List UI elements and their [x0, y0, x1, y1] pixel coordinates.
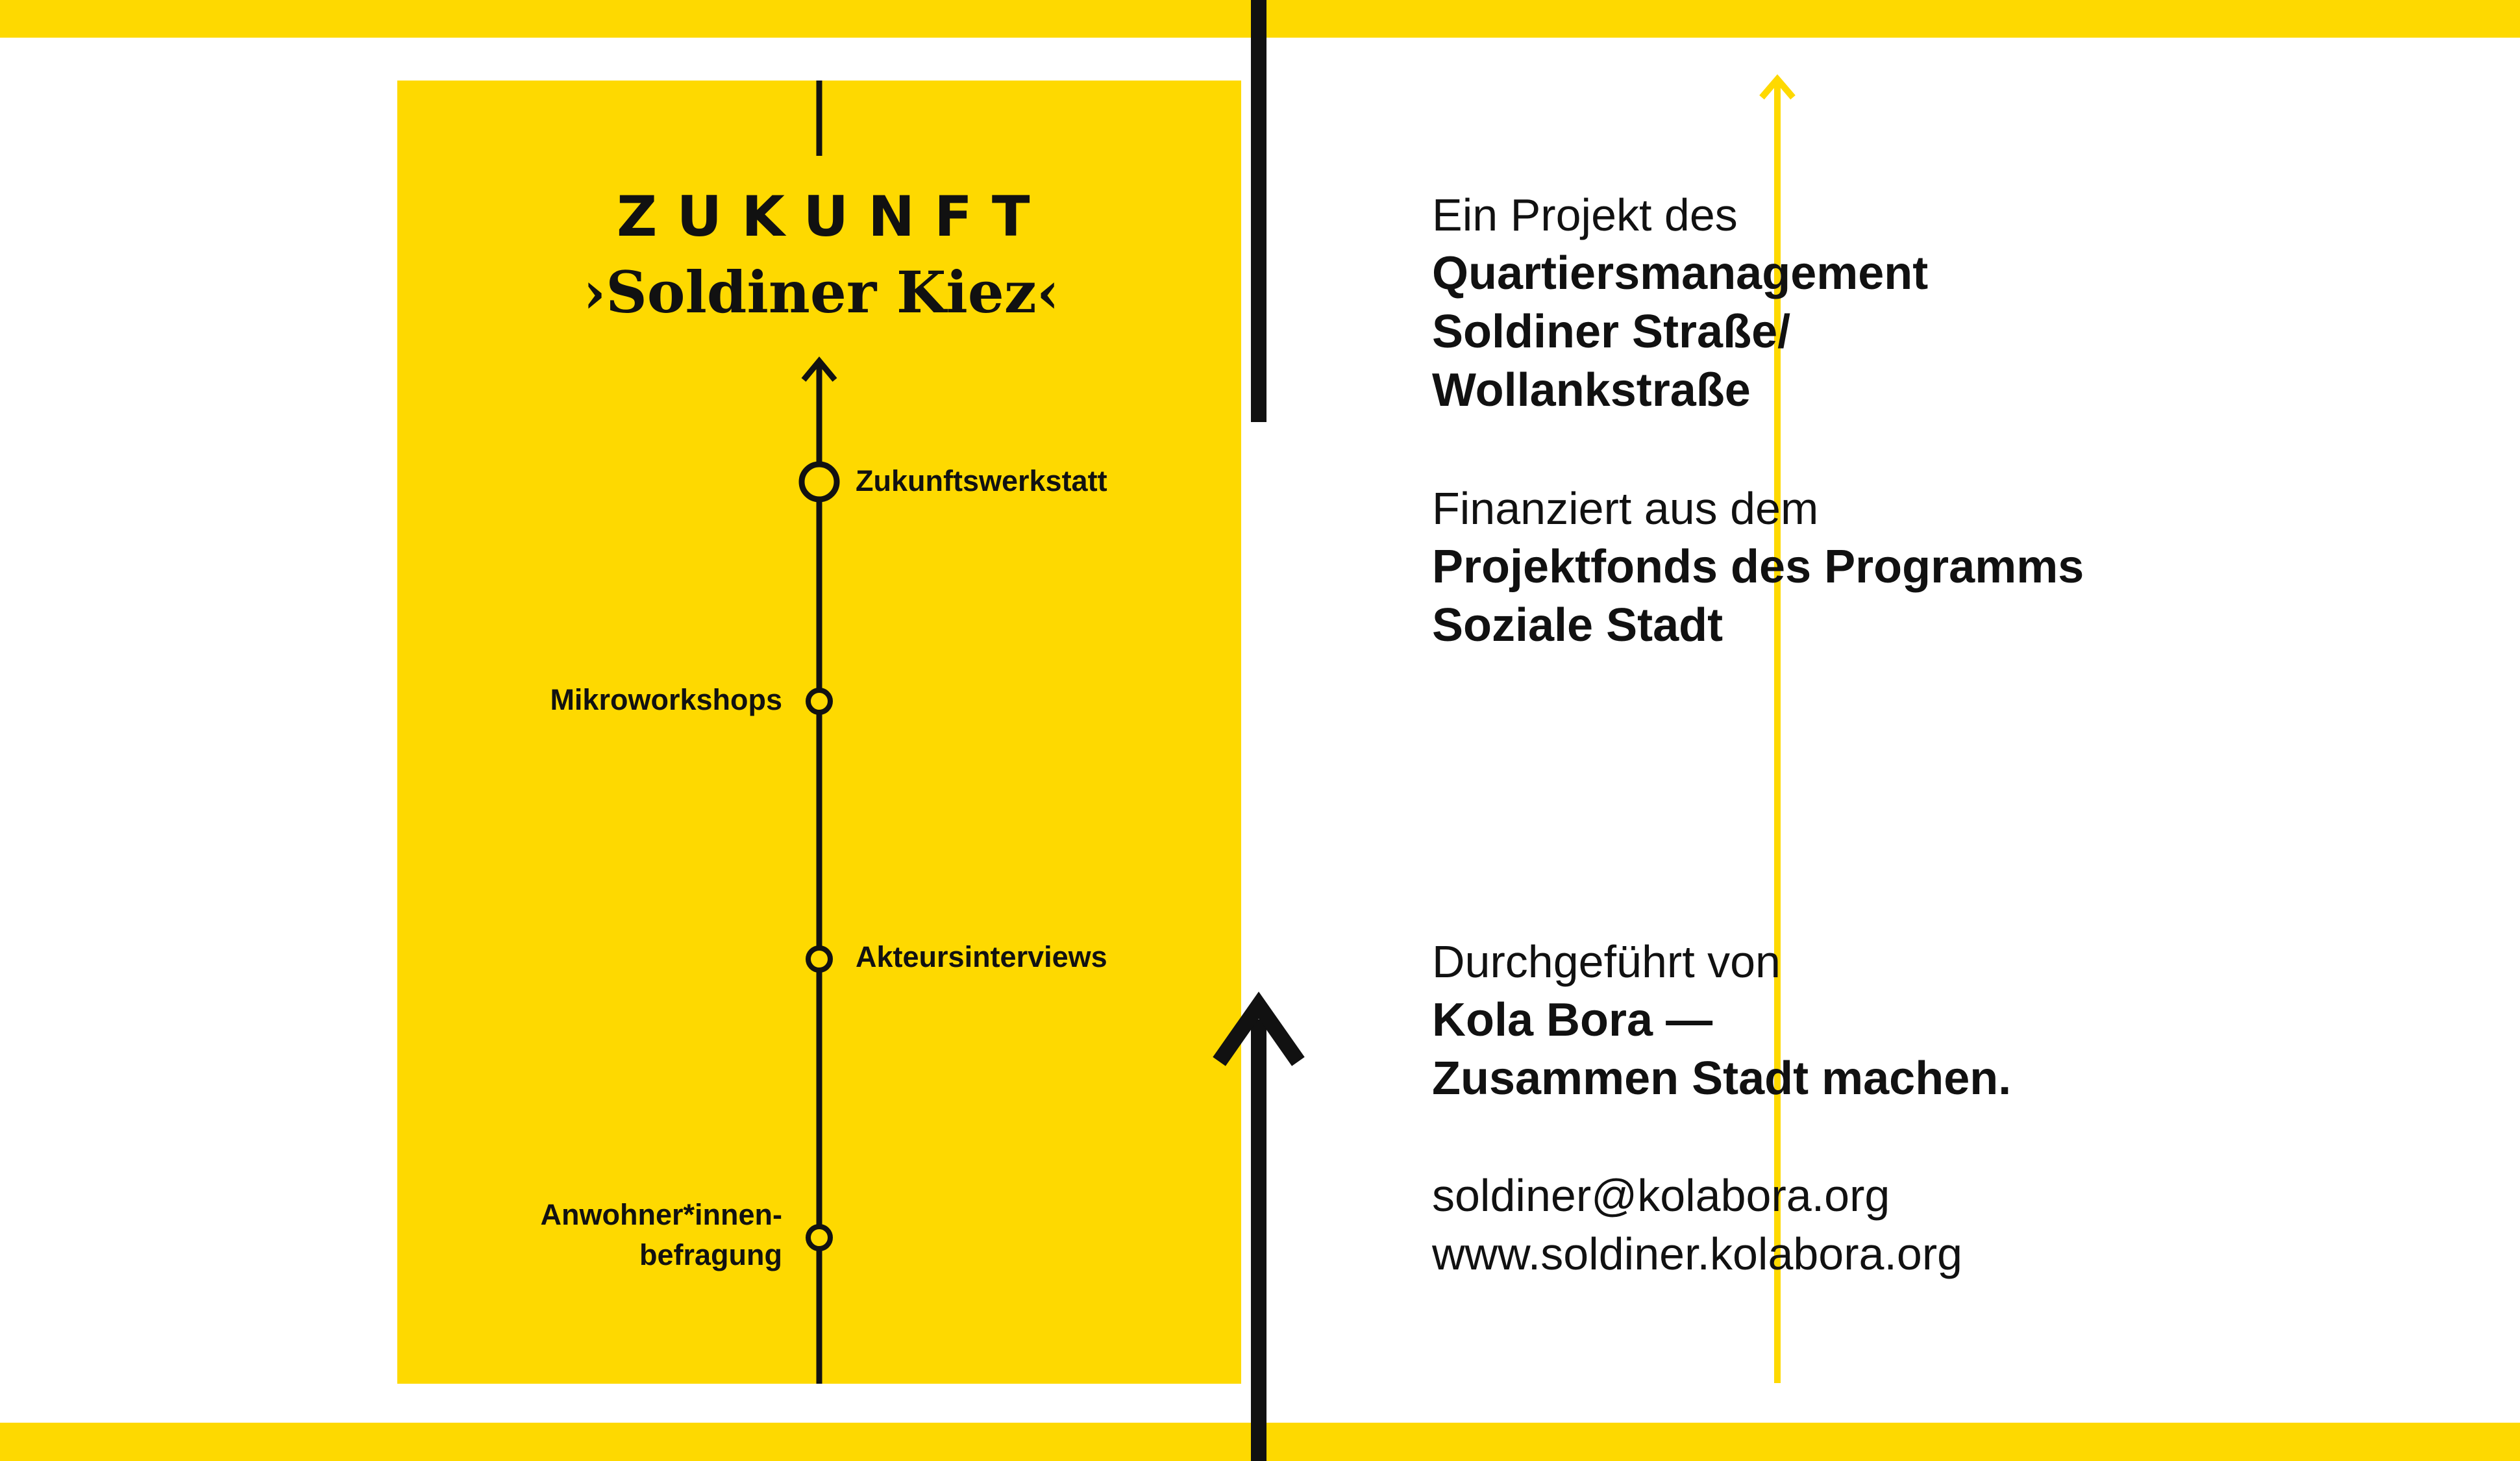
title-soldiner-kiez: ›Soldiner Kiez‹	[583, 258, 1059, 326]
funding-intro: Finanziert aus dem	[1432, 483, 1819, 534]
timeline-label-zukunftswerkstatt: Zukunftswerkstatt	[856, 464, 1107, 497]
timeline-label-mikroworkshops: Mikroworkshops	[550, 683, 782, 716]
funding-name-line-2: Soziale Stadt	[1432, 599, 1723, 651]
project-name-line-1: Quartiersmanagement	[1432, 247, 1929, 299]
email-link[interactable]: soldiner@kolabora.org	[1432, 1170, 1890, 1221]
divider-top-bar	[1251, 0, 1266, 422]
project-intro: Ein Projekt des	[1432, 190, 1738, 240]
circle-node-icon	[808, 948, 830, 970]
executor-intro: Durchgeführt von	[1432, 936, 1781, 987]
circle-node-icon	[808, 690, 830, 712]
timeline-label-akteursinterviews: Akteursinterviews	[856, 940, 1107, 973]
circle-node-icon	[802, 464, 837, 499]
project-name-line-2: Soldiner Straße/	[1432, 306, 1791, 358]
divider-bottom-bar	[1251, 1019, 1266, 1461]
executor-name-line-1: Kola Bora —	[1432, 994, 1713, 1046]
timeline-label-anwohner-2: befragung	[639, 1238, 782, 1271]
executor-name-line-2: Zusammen Stadt machen.	[1432, 1053, 2012, 1105]
website-link[interactable]: www.soldiner.kolabora.org	[1432, 1229, 1963, 1279]
circle-node-icon	[808, 1227, 830, 1249]
project-name-line-3: Wollankstraße	[1432, 364, 1751, 416]
funding-name-line-1: Projektfonds des Programms	[1432, 541, 2084, 593]
timeline-label-anwohner-1: Anwohner*innen-	[540, 1198, 782, 1231]
title-zukunft: ZUKUNFT	[617, 184, 1050, 249]
